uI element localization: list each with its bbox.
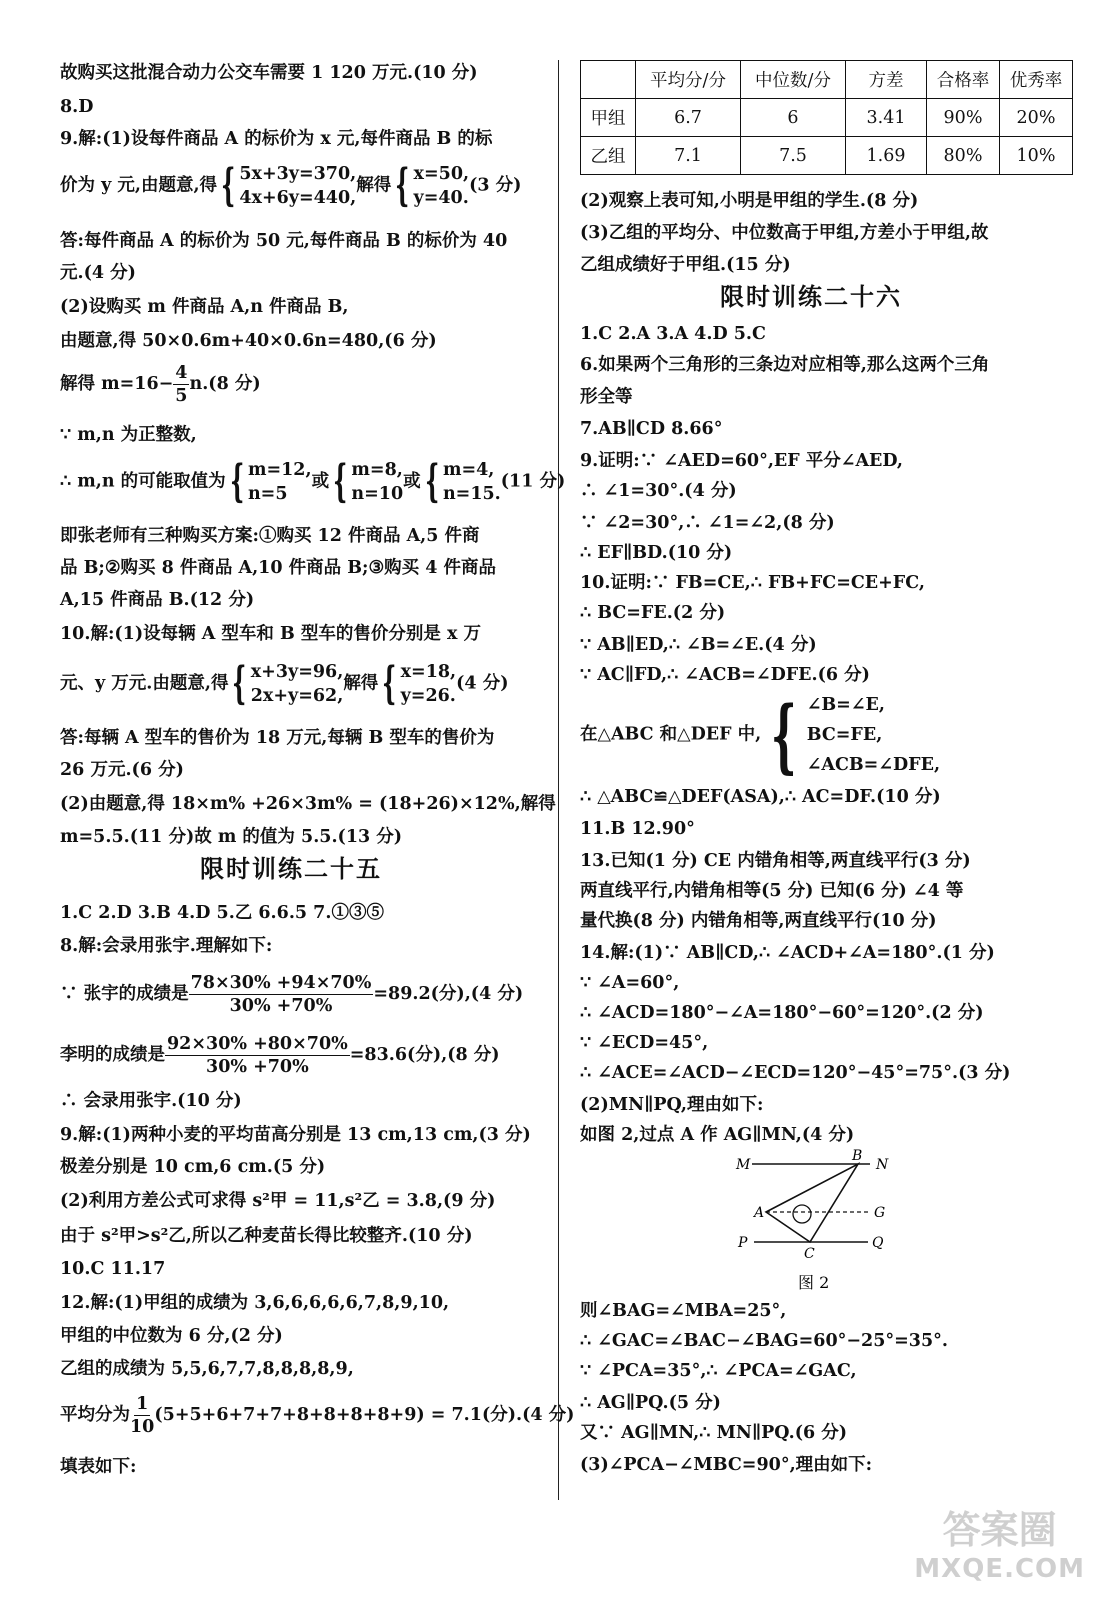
- eq: x=18,: [400, 662, 457, 682]
- text-line: ∴ ∠GAC=∠BAC−∠BAG=60°−25°=35°.: [580, 1331, 948, 1351]
- text-line: 元.(4 分): [60, 263, 136, 283]
- text-line: 乙组成绩好于甲组.(15 分): [580, 255, 791, 275]
- text-line: 乙组的成绩为 5,5,6,7,7,8,8,8,8,9,: [60, 1359, 354, 1379]
- text-line: ∴ ∠ACD=180°−∠A=180°−60°=120°.(2 分): [580, 1003, 984, 1023]
- text-line: ∴ ∠1=30°.(4 分): [580, 481, 737, 501]
- text: 元、y 万元.由题意,得: [60, 673, 229, 694]
- text-line: ∴ BC=FE.(2 分): [580, 603, 726, 623]
- watermark-url: MXQE.COM: [914, 1554, 1085, 1584]
- text-line: A,15 件商品 B.(12 分): [60, 590, 255, 610]
- text-line: ∴ 会录用张宇.(10 分): [60, 1091, 242, 1111]
- table-cell: 合格率: [927, 61, 1000, 99]
- eq: m=8,: [351, 460, 403, 480]
- table-cell: 甲组: [581, 99, 636, 137]
- text-line: (2)MN∥PQ,理由如下:: [580, 1095, 764, 1115]
- table-cell: 6: [741, 99, 846, 137]
- denominator: 30% +70%: [229, 996, 333, 1016]
- triangle: [766, 1164, 858, 1242]
- label-b: B: [852, 1148, 863, 1164]
- table-cell: 1.69: [846, 137, 927, 175]
- table-row: [581, 137, 1073, 175]
- text-line: 26 万元.(6 分): [60, 760, 184, 780]
- table-cell: 7.1: [636, 137, 741, 175]
- table-cell: 6.7: [636, 99, 741, 137]
- table-header-row: [581, 61, 1073, 99]
- label-p: P: [738, 1235, 748, 1251]
- text: 在△ABC 和△DEF 中,: [580, 724, 762, 745]
- denominator: 5: [175, 386, 188, 406]
- text-line: m=5.5.(11 分)故 m 的值为 5.5.(13 分): [60, 827, 403, 847]
- table-cell: 80%: [927, 137, 1000, 175]
- watermark-logo: [914, 1499, 1085, 1584]
- text-line: (2)设购买 m 件商品 A,n 件商品 B,: [60, 297, 349, 317]
- figure-caption: 图 2: [798, 1273, 830, 1292]
- text: (3 分): [469, 175, 522, 196]
- table-cell: 3.41: [846, 99, 927, 137]
- eq: y=40.: [413, 188, 469, 208]
- fraction: [189, 972, 374, 1017]
- text: =89.2(分),(4 分): [373, 984, 524, 1004]
- equation-line: [60, 362, 261, 407]
- text: 李明的成绩是: [60, 1045, 165, 1065]
- label-g: G: [874, 1205, 886, 1221]
- equation-line: [580, 690, 940, 780]
- equation-line: [60, 660, 509, 708]
- text-line: 14.解:(1)∵ AB∥CD,∴ ∠ACD+∠A=180°.(1 分): [580, 943, 995, 963]
- text-line: 9.解:(1)设每件商品 A 的标价为 x 元,每件商品 B 的标: [60, 129, 493, 149]
- text-line: 8.D: [60, 97, 94, 117]
- fraction: [130, 1393, 154, 1438]
- denominator: 10: [130, 1417, 155, 1437]
- label-a: A: [754, 1205, 765, 1221]
- denominator: 30% +70%: [206, 1057, 309, 1077]
- equation-line: [60, 162, 521, 210]
- table-cell: 10%: [1000, 137, 1073, 175]
- text-line: ∵ AB∥ED,∴ ∠B=∠E.(4 分): [580, 635, 817, 655]
- eq: n=15.: [442, 484, 501, 504]
- text-line: (2)观察上表可知,小明是甲组的学生.(8 分): [580, 191, 919, 211]
- text-line: 则∠BAG=∠MBA=25°,: [580, 1301, 787, 1321]
- text-line: 如图 2,过点 A 作 AG∥MN,(4 分): [580, 1125, 855, 1145]
- text-line: 12.解:(1)甲组的成绩为 3,6,6,6,6,6,7,8,9,10,: [60, 1293, 450, 1313]
- eq: x=50,: [413, 164, 470, 184]
- text-line: (2)利用方差公式可求得 s²甲 = 11,s²乙 = 3.8,(9 分): [60, 1191, 496, 1211]
- text-line: ∵ m,n 为正整数,: [60, 425, 197, 445]
- eq: n=5: [247, 484, 288, 504]
- equation-line: [60, 458, 565, 506]
- text-line: 6.如果两个三角形的三条边对应相等,那么这两个三角: [580, 355, 990, 375]
- text-line: 8.解:会录用张宇.理解如下:: [60, 936, 273, 956]
- table-cell: 优秀率: [1000, 61, 1073, 99]
- equation-line: [60, 1393, 574, 1438]
- text: ∵ 张宇的成绩是: [60, 984, 189, 1004]
- equation-system: { x=50, y=40.: [395, 160, 470, 211]
- text-line: ∵ ∠PCA=35°,∴ ∠PCA=∠GAC,: [580, 1361, 857, 1381]
- eq: y=26.: [400, 686, 456, 706]
- text: ∴ m,n 的可能取值为: [60, 471, 226, 492]
- text-line: ∵ AC∥FD,∴ ∠ACB=∠DFE.(6 分): [580, 665, 870, 685]
- table-cell: 90%: [927, 99, 1000, 137]
- text-line: 10.C 11.17: [60, 1259, 166, 1279]
- text-line: ∴ EF∥BD.(10 分): [580, 543, 733, 563]
- text-line: 两直线平行,内错角相等(5 分) 已知(6 分) ∠4 等: [580, 881, 964, 901]
- text-line: ∴ AG∥PQ.(5 分): [580, 1393, 721, 1413]
- text-line: 答:每件商品 A 的标价为 50 元,每件商品 B 的标价为 40: [60, 231, 508, 251]
- fraction: [173, 362, 189, 407]
- text-line: 10.解:(1)设每辆 A 型车和 B 型车的售价分别是 x 万: [60, 624, 481, 644]
- text-line: ∵ ∠ECD=45°,: [580, 1033, 709, 1053]
- table-row: [581, 99, 1073, 137]
- text-line: 故购买这批混合动力公交车需要 1 120 万元.(10 分): [60, 63, 478, 83]
- text-line: 由题意,得 50×0.6m+40×0.6n=480,(6 分): [60, 331, 437, 351]
- text-line: 13.已知(1 分) CE 内错角相等,两直线平行(3 分): [580, 851, 971, 871]
- text-line: 9.解:(1)两种小麦的平均苗高分别是 13 cm,13 cm,(3 分): [60, 1125, 531, 1145]
- text-line: 1.C 2.D 3.B 4.D 5.乙 6.6.5 7.①③⑤: [60, 903, 384, 923]
- text-line: 11.B 12.90°: [580, 819, 695, 839]
- text: 解得: [343, 673, 379, 694]
- text-line: 10.证明:∵ FB=CE,∴ FB+FC=CE+FC,: [580, 573, 925, 593]
- text-line: 又∵ AG∥MN,∴ MN∥PQ.(6 分): [580, 1423, 848, 1443]
- equation-system: { m=12, n=5: [229, 456, 312, 507]
- text-line: 甲组的中位数为 6 分,(2 分): [60, 1326, 283, 1346]
- eq: m=4,: [442, 460, 495, 480]
- label-q: Q: [872, 1235, 884, 1251]
- equation-system: { 5x+3y=370, 4x+6y=440,: [221, 160, 357, 211]
- text: 平均分为: [60, 1405, 130, 1425]
- table-cell: 20%: [1000, 99, 1073, 137]
- numerator: 92×30% +80×70%: [167, 1034, 348, 1054]
- eq: ∠B=∠E,: [806, 695, 885, 715]
- table-cell: 平均分/分: [636, 61, 741, 99]
- table-cell: 中位数/分: [741, 61, 846, 99]
- text: =83.6(分),(8 分): [349, 1045, 500, 1065]
- table-cell: 7.5: [741, 137, 846, 175]
- text: 解得: [356, 175, 392, 196]
- text-line: ∵ ∠A=60°,: [580, 973, 680, 993]
- section-heading: 限时训练二十五: [200, 855, 382, 883]
- eq: n=10: [351, 484, 404, 504]
- equation-system: { x=18, y=26.: [382, 658, 457, 709]
- text-line: (3)乙组的平均分、中位数高于甲组,方差小于甲组,故: [580, 223, 989, 243]
- equation-line: [60, 1033, 500, 1078]
- score-table: [580, 60, 1073, 175]
- equation-system: { ∠B=∠E, BC=FE, ∠ACB=∠DFE,: [771, 688, 941, 782]
- text-line: ∵ ∠2=30°,∴ ∠1=∠2,(8 分): [580, 513, 835, 533]
- text-line: 7.AB∥CD 8.66°: [580, 419, 723, 439]
- label-m: M: [736, 1157, 751, 1173]
- text-line: 由于 s²甲>s²乙,所以乙种麦苗长得比较整齐.(10 分): [60, 1226, 473, 1246]
- text-line: 形全等: [580, 387, 633, 407]
- numerator: 1: [136, 1394, 149, 1414]
- triangle-hole: [793, 1205, 811, 1223]
- column-divider: [558, 60, 559, 1500]
- text: n.(8 分): [189, 374, 261, 394]
- text-line: (3)∠PCA−∠MBC=90°,理由如下:: [580, 1455, 873, 1475]
- eq: BC=FE,: [806, 725, 883, 745]
- table-cell: [581, 61, 636, 99]
- eq: 4x+6y=440,: [239, 188, 357, 208]
- table-cell: 方差: [846, 61, 927, 99]
- text-line: (2)由题意,得 18×m% +26×3m% = (18+26)×12%,解得: [60, 794, 556, 814]
- geometry-figure-2: [730, 1148, 900, 1298]
- text-line: 极差分别是 10 cm,6 cm.(5 分): [60, 1157, 326, 1177]
- label-n: N: [876, 1157, 889, 1173]
- equation-line: [60, 972, 523, 1017]
- eq: m=12,: [247, 460, 312, 480]
- eq: 5x+3y=370,: [239, 164, 357, 184]
- numerator: 78×30% +94×70%: [190, 973, 372, 993]
- eq: x+3y=96,: [250, 662, 344, 682]
- label-c: C: [804, 1246, 815, 1262]
- text-line: 1.C 2.A 3.A 4.D 5.C: [580, 324, 766, 344]
- text: (5+5+6+7+7+8+8+8+8+9) = 7.1(分).(4 分): [154, 1405, 575, 1425]
- text: 或: [403, 471, 421, 492]
- equation-system: { x+3y=96, 2x+y=62,: [232, 658, 344, 709]
- eq: ∠ACB=∠DFE,: [806, 755, 941, 775]
- table-cell: 乙组: [581, 137, 636, 175]
- text-line: 填表如下:: [60, 1457, 137, 1477]
- watermark-text: 答案圈: [942, 1508, 1057, 1552]
- text: (11 分): [500, 471, 566, 492]
- equation-system: { m=8, n=10: [333, 456, 404, 507]
- text: (4 分): [456, 673, 509, 694]
- text-line: ∴ △ABC≌△DEF(ASA),∴ AC=DF.(10 分): [580, 787, 941, 807]
- text-line: 品 B;②购买 8 件商品 A,10 件商品 B;③购买 4 件商品: [60, 558, 496, 578]
- equation-system: { m=4, n=15.: [424, 456, 501, 507]
- text: 或: [311, 471, 330, 492]
- text-line: 9.证明:∵ ∠AED=60°,EF 平分∠AED,: [580, 451, 904, 471]
- numerator: 4: [175, 363, 188, 383]
- eq: 2x+y=62,: [250, 686, 344, 706]
- text-line: ∴ ∠ACE=∠ACD−∠ECD=120°−45°=75°.(3 分): [580, 1063, 1011, 1083]
- text-line: 答:每辆 A 型车的售价为 18 万元,每辆 B 型车的售价为: [60, 728, 495, 748]
- section-heading: 限时训练二十六: [720, 283, 902, 311]
- text-line: 量代换(8 分) 内错角相等,两直线平行(10 分): [580, 911, 937, 931]
- fraction: [165, 1033, 350, 1078]
- text-line: 即张老师有三种购买方案:①购买 12 件商品 A,5 件商: [60, 526, 480, 546]
- text: 解得 m=16−: [60, 374, 174, 394]
- text: 价为 y 元,由题意,得: [60, 175, 218, 196]
